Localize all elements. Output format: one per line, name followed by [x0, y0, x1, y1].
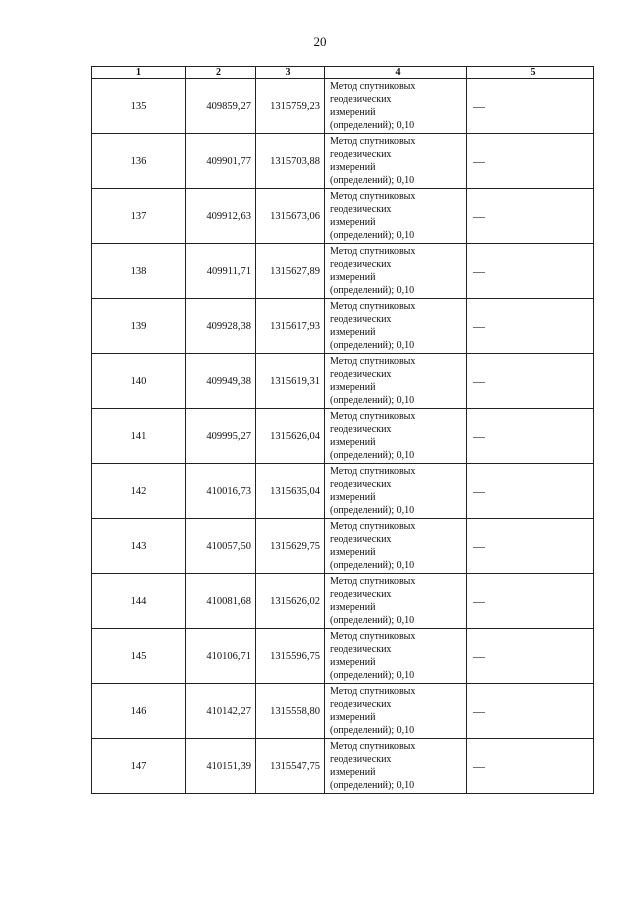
table-row — [92, 574, 594, 629]
note-cell — [467, 354, 594, 409]
x-coordinate-cell: 409928,38 — [186, 299, 256, 354]
method-line: геодезических — [330, 369, 392, 380]
method-line: Метод спутниковых — [330, 686, 416, 697]
method-line: геодезических — [330, 589, 392, 600]
method-cell — [325, 629, 467, 684]
table-row — [92, 739, 594, 794]
method-line: измерений — [330, 327, 376, 338]
table-row — [92, 354, 594, 409]
x-coordinate-cell: 409859,27 — [186, 79, 256, 134]
point-number-cell: 135 — [92, 79, 186, 134]
method-line: измерений — [330, 107, 376, 118]
method-line: измерений — [330, 547, 376, 558]
note-cell — [467, 574, 594, 629]
note-cell — [467, 189, 594, 244]
note-cell — [467, 464, 594, 519]
coordinates-table — [91, 66, 594, 794]
y-coordinate-cell: 1315617,93 — [256, 299, 325, 354]
method-line: Метод спутниковых — [330, 191, 416, 202]
note-cell — [467, 684, 594, 739]
note-value: — — [473, 593, 485, 608]
table-row — [92, 299, 594, 354]
method-line: измерений — [330, 162, 376, 173]
method-cell — [325, 409, 467, 464]
method-line: геодезических — [330, 314, 392, 325]
method-line: геодезических — [330, 754, 392, 765]
column-header-4: 4 — [325, 67, 467, 79]
method-cell — [325, 299, 467, 354]
note-cell — [467, 519, 594, 574]
method-line: геодезических — [330, 699, 392, 710]
method-line: (определений); 0,10 — [330, 395, 415, 406]
note-value: — — [473, 648, 485, 663]
method-line: измерений — [330, 382, 376, 393]
table-row — [92, 464, 594, 519]
method-line: измерений — [330, 712, 376, 723]
method-line: (определений); 0,10 — [330, 615, 415, 626]
x-coordinate-cell: 409911,71 — [186, 244, 256, 299]
method-line: (определений); 0,10 — [330, 340, 415, 351]
note-value: — — [473, 208, 485, 223]
note-value: — — [473, 373, 485, 388]
column-header-1: 1 — [92, 67, 186, 79]
point-number-cell: 139 — [92, 299, 186, 354]
method-cell — [325, 574, 467, 629]
table-header-row — [92, 67, 594, 79]
method-line: (определений); 0,10 — [330, 450, 415, 461]
method-line: Метод спутниковых — [330, 356, 416, 367]
column-header-3: 3 — [256, 67, 325, 79]
method-line: Метод спутниковых — [330, 411, 416, 422]
method-line: Метод спутниковых — [330, 246, 416, 257]
method-line: измерений — [330, 657, 376, 668]
method-line: измерений — [330, 437, 376, 448]
method-line: геодезических — [330, 204, 392, 215]
note-cell — [467, 79, 594, 134]
method-line: (определений); 0,10 — [330, 175, 415, 186]
table-row — [92, 79, 594, 134]
table-row — [92, 629, 594, 684]
column-header-2: 2 — [186, 67, 256, 79]
method-line: измерений — [330, 767, 376, 778]
note-cell — [467, 739, 594, 794]
method-cell — [325, 244, 467, 299]
method-line: измерений — [330, 272, 376, 283]
x-coordinate-cell: 409949,38 — [186, 354, 256, 409]
y-coordinate-cell: 1315626,04 — [256, 409, 325, 464]
table-row — [92, 189, 594, 244]
table-row — [92, 409, 594, 464]
note-value: — — [473, 263, 485, 278]
page-number: 20 — [313, 34, 327, 49]
method-line: (определений); 0,10 — [330, 670, 415, 681]
point-number-cell: 140 — [92, 354, 186, 409]
method-line: геодезических — [330, 534, 392, 545]
point-number-cell: 142 — [92, 464, 186, 519]
x-coordinate-cell: 409901,77 — [186, 134, 256, 189]
note-value: — — [473, 703, 485, 718]
note-cell — [467, 629, 594, 684]
x-coordinate-cell: 410081,68 — [186, 574, 256, 629]
y-coordinate-cell: 1315627,89 — [256, 244, 325, 299]
table-row — [92, 134, 594, 189]
y-coordinate-cell: 1315635,04 — [256, 464, 325, 519]
method-cell — [325, 519, 467, 574]
method-line: Метод спутниковых — [330, 631, 416, 642]
method-line: геодезических — [330, 259, 392, 270]
y-coordinate-cell: 1315629,75 — [256, 519, 325, 574]
y-coordinate-cell: 1315626,02 — [256, 574, 325, 629]
x-coordinate-cell: 410151,39 — [186, 739, 256, 794]
y-coordinate-cell: 1315673,06 — [256, 189, 325, 244]
point-number-cell: 138 — [92, 244, 186, 299]
method-line: Метод спутниковых — [330, 81, 416, 92]
method-cell — [325, 464, 467, 519]
column-header-5: 5 — [467, 67, 594, 79]
method-cell — [325, 189, 467, 244]
y-coordinate-cell: 1315558,80 — [256, 684, 325, 739]
method-line: (определений); 0,10 — [330, 560, 415, 571]
y-coordinate-cell: 1315619,31 — [256, 354, 325, 409]
x-coordinate-cell: 410142,27 — [186, 684, 256, 739]
point-number-cell: 136 — [92, 134, 186, 189]
method-line: Метод спутниковых — [330, 521, 416, 532]
note-value: — — [473, 538, 485, 553]
point-number-cell: 145 — [92, 629, 186, 684]
note-value: — — [473, 428, 485, 443]
x-coordinate-cell: 410106,71 — [186, 629, 256, 684]
x-coordinate-cell: 410016,73 — [186, 464, 256, 519]
method-cell — [325, 79, 467, 134]
method-line: геодезических — [330, 94, 392, 105]
method-line: геодезических — [330, 424, 392, 435]
method-line: (определений); 0,10 — [330, 725, 415, 736]
method-line: геодезических — [330, 149, 392, 160]
method-cell — [325, 684, 467, 739]
method-line: измерений — [330, 217, 376, 228]
point-number-cell: 143 — [92, 519, 186, 574]
y-coordinate-cell: 1315596,75 — [256, 629, 325, 684]
y-coordinate-cell: 1315703,88 — [256, 134, 325, 189]
point-number-cell: 144 — [92, 574, 186, 629]
note-cell — [467, 299, 594, 354]
method-line: Метод спутниковых — [330, 741, 416, 752]
table-row — [92, 684, 594, 739]
point-number-cell: 146 — [92, 684, 186, 739]
note-value: — — [473, 153, 485, 168]
note-cell — [467, 409, 594, 464]
method-cell — [325, 134, 467, 189]
method-line: (определений); 0,10 — [330, 230, 415, 241]
method-line: (определений); 0,10 — [330, 780, 415, 791]
note-cell — [467, 244, 594, 299]
method-line: геодезических — [330, 644, 392, 655]
method-line: Метод спутниковых — [330, 136, 416, 147]
note-value: — — [473, 483, 485, 498]
x-coordinate-cell: 410057,50 — [186, 519, 256, 574]
table-body — [92, 79, 594, 794]
method-line: Метод спутниковых — [330, 576, 416, 587]
table-row — [92, 519, 594, 574]
note-value: — — [473, 318, 485, 333]
method-line: (определений); 0,10 — [330, 285, 415, 296]
method-line: (определений); 0,10 — [330, 505, 415, 516]
note-value: — — [473, 98, 485, 113]
y-coordinate-cell: 1315759,23 — [256, 79, 325, 134]
point-number-cell: 147 — [92, 739, 186, 794]
point-number-cell: 137 — [92, 189, 186, 244]
x-coordinate-cell: 409995,27 — [186, 409, 256, 464]
method-line: измерений — [330, 492, 376, 503]
method-line: Метод спутниковых — [330, 466, 416, 477]
method-line: (определений); 0,10 — [330, 120, 415, 131]
method-line: Метод спутниковых — [330, 301, 416, 312]
note-cell — [467, 134, 594, 189]
x-coordinate-cell: 409912,63 — [186, 189, 256, 244]
point-number-cell: 141 — [92, 409, 186, 464]
method-cell — [325, 739, 467, 794]
method-cell — [325, 354, 467, 409]
y-coordinate-cell: 1315547,75 — [256, 739, 325, 794]
note-value: — — [473, 758, 485, 773]
table-row — [92, 244, 594, 299]
method-line: геодезических — [330, 479, 392, 490]
method-line: измерений — [330, 602, 376, 613]
